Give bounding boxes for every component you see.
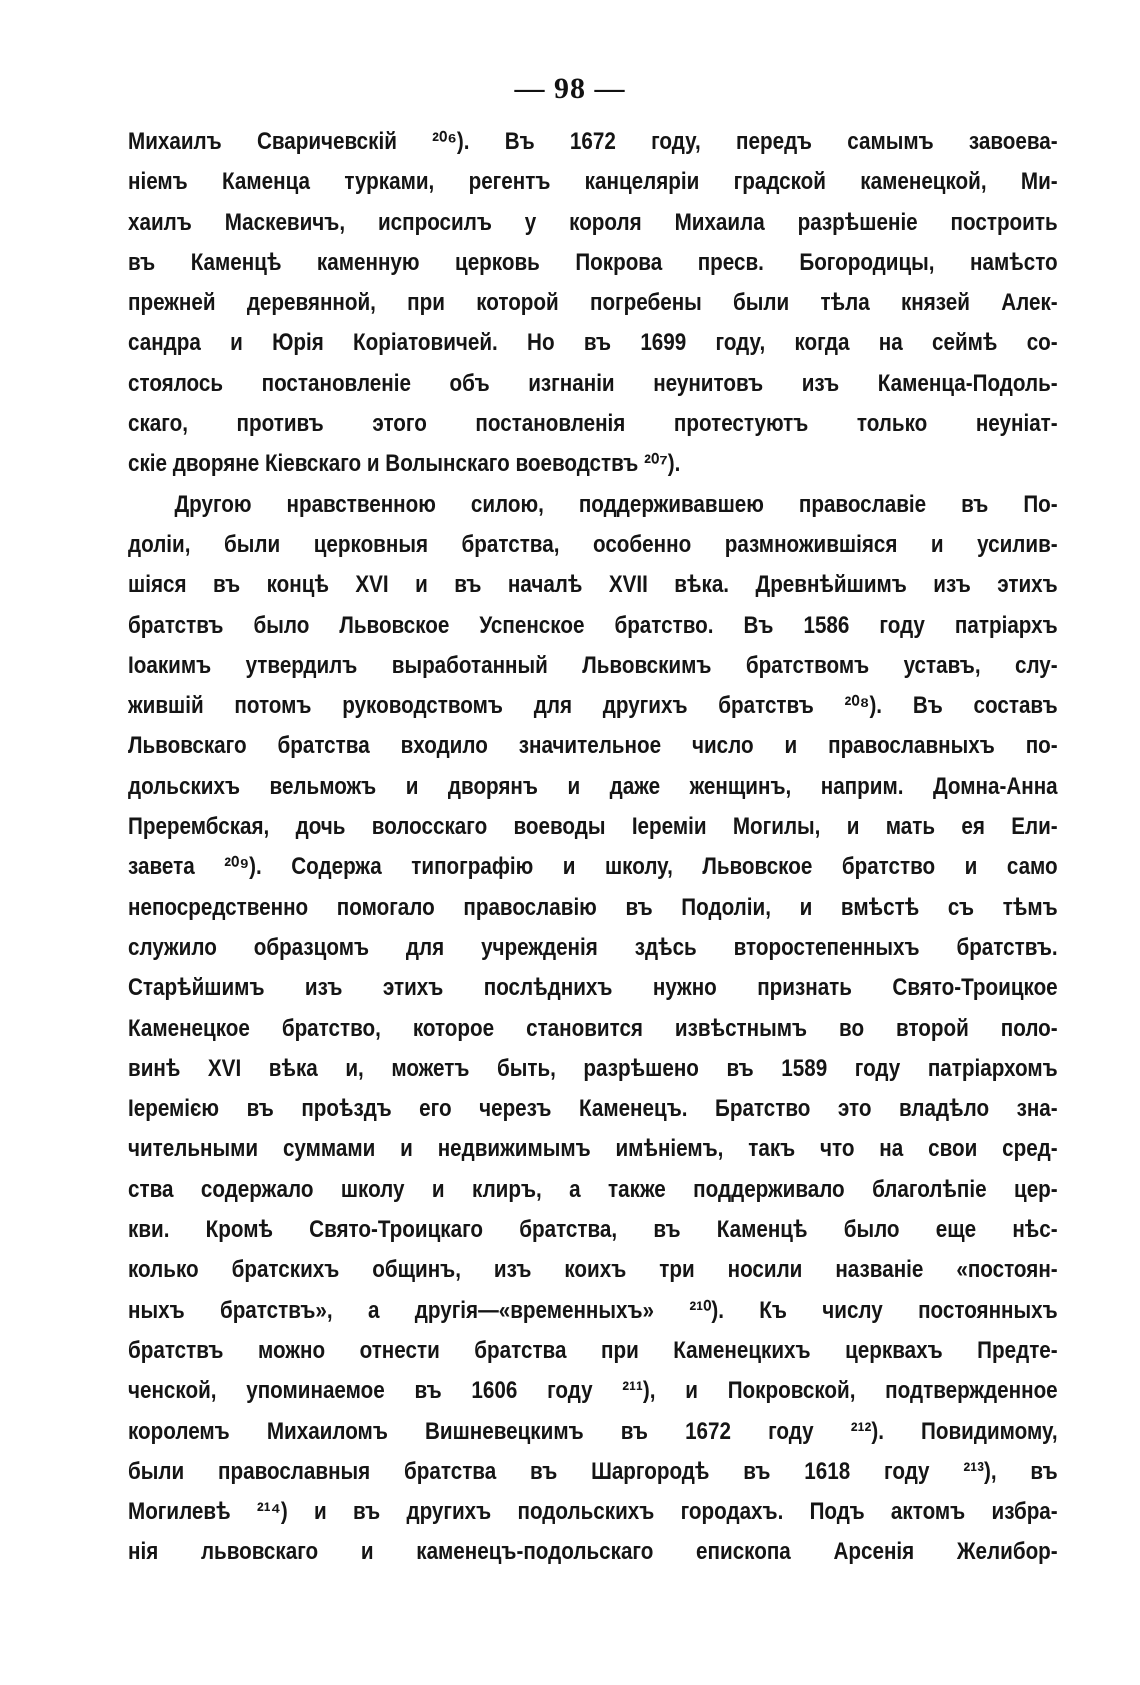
- text-line: кви. Кромѣ Свято-Троицкаго братства, въ Каменцѣ было еще нѣс-: [128, 1216, 1058, 1244]
- text-line: жившій потомъ руководствомъ для другихъ братствъ ²⁰⁸). Въ составъ: [128, 692, 1058, 720]
- text-line: братствъ можно отнести братства при Каменецкихъ церквахъ Предте-: [128, 1336, 1058, 1364]
- text-line: ныхъ братствъ», а другія—«временныхъ» ²¹⁰). Къ числу постоянныхъ: [128, 1296, 1058, 1324]
- text-line: Старѣйшимъ изъ этихъ послѣднихъ нужно признать Свято-Троицкое: [128, 974, 1058, 1002]
- text-line: завета ²⁰⁹). Содержа типографію и школу, Львовское братство и само: [128, 853, 1058, 881]
- text-line: Львовскаго братства входило значительное число и православныхъ по-: [128, 732, 1058, 760]
- text-line: Каменецкое братство, которое становится извѣстнымъ во второй поло-: [128, 1014, 1058, 1042]
- text-line: колько братскихъ общинъ, изъ коихъ три носили названіе «постоян-: [128, 1256, 1058, 1284]
- text-line: нія львовскаго и каменецъ-подольскаго епископа Арсенія Желибор-: [128, 1538, 1058, 1566]
- text-line: Михаилъ Сваричевскій ²⁰⁶). Въ 1672 году, передъ самымъ завоева-: [128, 128, 1058, 155]
- text-line: доліи, были церковныя братства, особенно размножившіяся и усилив-: [128, 530, 1058, 558]
- text-line: стоялось постановленіе объ изгнаніи неунитовъ изъ Каменца-Подоль-: [128, 369, 1058, 397]
- text-line: прежней деревянной, при которой погребены были тѣла князей Алек-: [128, 289, 1058, 317]
- text-line: Прерембская, дочь волосскаго воеводы Іереміи Могилы, и мать ея Eли-: [128, 813, 1058, 841]
- text-line: въ Каменцѣ каменную церковь Покрова пресв. Богородицы, намѣсто: [128, 248, 1058, 276]
- page-number: — 98 —: [514, 72, 626, 105]
- body-text: [128, 122, 1058, 1573]
- text-line: скаго, противъ этого постановленія протестуютъ только неуніат-: [128, 410, 1058, 438]
- text-line: ніемъ Каменца турками, регентъ канцеляріи градской каменецкой, Ми-: [128, 168, 1058, 196]
- text-line: ства содержало школу и клиръ, а также поддерживало благолѣпіе цер-: [128, 1175, 1058, 1203]
- text-line: шіяся въ концѣ XVI и въ началѣ XVII вѣка. Древнѣйшимъ изъ этихъ: [128, 571, 1058, 599]
- text-line: служило образцомъ для учрежденія здѣсь второстепенныхъ братствъ.: [128, 933, 1058, 961]
- text-line: хаилъ Маскевичъ, испросилъ у короля Михаила разрѣшеніе построить: [128, 208, 1058, 236]
- text-line: непосредственно помогало православію въ Подоліи, и вмѣстѣ съ тѣмъ: [128, 893, 1058, 921]
- text-line: Іеремією въ проѣздъ его черезъ Каменецъ. Братство это владѣло зна-: [128, 1095, 1058, 1123]
- text-line: королемъ Михаиломъ Вишневецкимъ въ 1672 году ²¹²). Повидимому,: [128, 1417, 1058, 1445]
- text-line: дольскихъ вельможъ и дворянъ и даже женщинъ, наприм. Домна-Анна: [128, 772, 1058, 800]
- text-line: ченской, упоминаемое въ 1606 году ²¹¹), и Покровской, подтвержденное: [128, 1377, 1058, 1405]
- text-line: братствъ было Львовское Успенское братство. Въ 1586 году патріархъ: [128, 611, 1058, 639]
- text-line: были православныя братства въ Шаргородѣ въ 1618 году ²¹³), въ: [128, 1457, 1058, 1485]
- text-line: скіе дворяне Кіевскаго и Волынскаго воеводствъ ²⁰⁷).: [128, 450, 681, 478]
- text-line: винѣ XVI вѣка и, можетъ быть, разрѣшено въ 1589 году патріархомъ: [128, 1054, 1058, 1082]
- text-line: чительными суммами и недвижимымъ имѣніемъ, такъ что на свои сред-: [128, 1135, 1058, 1163]
- text-line: Могилевѣ ²¹⁴) и въ другихъ подольскихъ городахъ. Подъ актомъ избра-: [128, 1498, 1058, 1526]
- paragraph-first-line: Другою нравственною силою, поддерживавшею православіе въ По-: [174, 490, 1058, 518]
- text-line: сандра и Юрія Коріатовичей. Но въ 1699 году, когда на сеймѣ со-: [128, 329, 1058, 357]
- text-line: Іоакимъ утвердилъ выработанный Львовскимъ братствомъ уставъ, слу-: [128, 651, 1058, 679]
